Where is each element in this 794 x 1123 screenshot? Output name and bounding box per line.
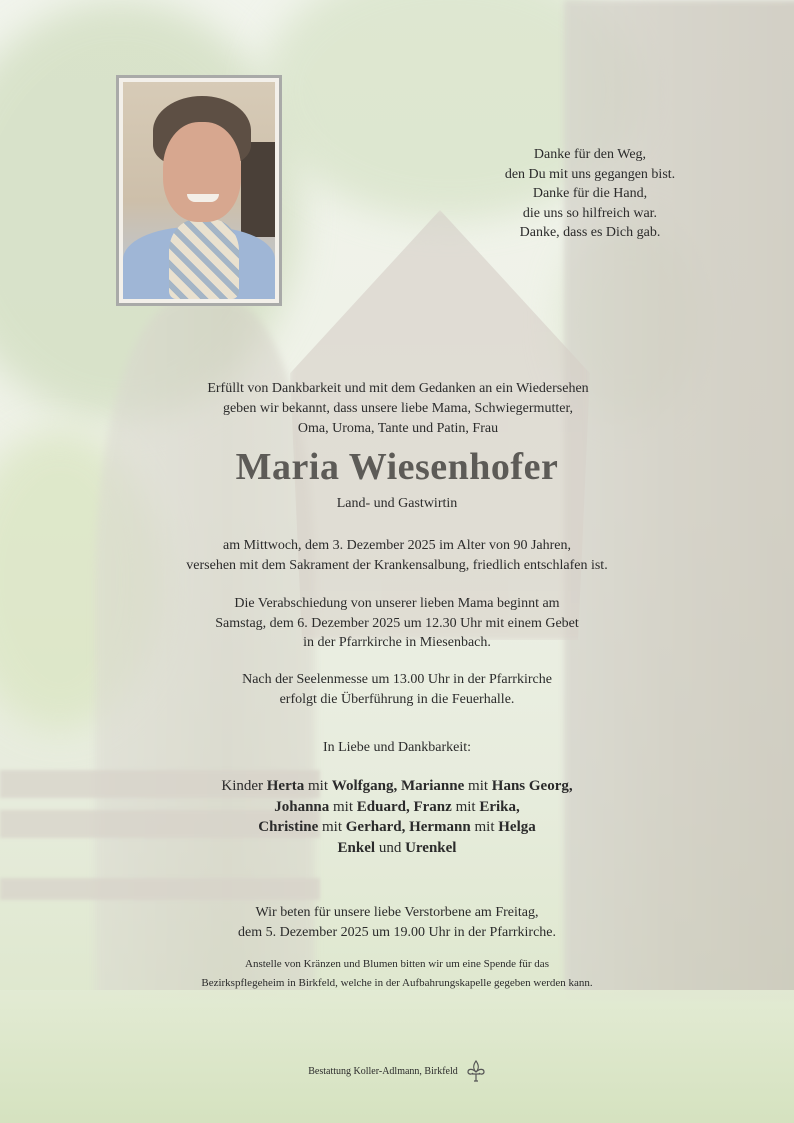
mass-line: erfolgt die Überführung in die Feuerhalle.: [279, 691, 515, 707]
poem-line: Danke für die Hand,: [532, 186, 648, 201]
deceased-name: Maria Wiesenhofer: [235, 446, 559, 488]
funeral-home-name: Bestattung Koller-Adlmann, Birkfeld: [308, 1065, 458, 1077]
memorial-poem: [470, 145, 710, 243]
poem-line: Danke, dass es Dich gab.: [519, 225, 661, 240]
farewell-line: Die Verabschiedung von unserer lieben Mama beginnt am: [234, 596, 560, 611]
poem-line: Danke für den Weg,: [533, 147, 647, 162]
donation-line: Anstelle von Kränzen und Blumen bitten wir um eine Spende für das: [245, 958, 549, 970]
farewell-info: [80, 594, 714, 653]
deceased-occupation: Land- und Gastwirtin: [336, 496, 458, 511]
announcement-intro: [100, 379, 696, 439]
prayer-line: dem 5. Dezember 2025 um 19.00 Uhr in der Pfarrkirche.: [237, 924, 556, 940]
death-notice: [80, 536, 714, 575]
funeral-home-footer: [0, 1060, 794, 1082]
family-list: [80, 776, 714, 858]
family-line: Enkel und Urenkel: [337, 839, 457, 856]
family-line: Christine mit Gerhard, Hermann mit Helga: [258, 819, 536, 835]
intro-line: Erfüllt von Dankbarkeit und mit dem Gedanken an ein Wiedersehen: [207, 381, 589, 396]
family-line: Johanna mit Eduard, Franz mit Erika,: [274, 798, 520, 815]
farewell-line: in der Pfarrkirche in Miesenbach.: [303, 635, 491, 650]
mass-info: [80, 670, 714, 709]
intro-line: Oma, Uroma, Tante und Patin, Frau: [297, 421, 499, 436]
death-line: am Mittwoch, dem 3. Dezember 2025 im Alter von 90 Jahren,: [223, 538, 571, 553]
portrait-photo: [116, 75, 282, 306]
farewell-line: Samstag, dem 6. Dezember 2025 um 12.30 Uhr mit einem Gebet: [215, 615, 579, 631]
family-line: Kinder Herta mit Wolfgang, Marianne mit Hans Georg,: [221, 778, 573, 794]
prayer-info: [80, 903, 714, 942]
fleur-de-lis-icon: [466, 1060, 486, 1082]
intro-line: geben wir bekannt, dass unsere liebe Mama, Schwiegermutter,: [222, 401, 574, 416]
poem-line: den Du mit uns gegangen bist.: [504, 166, 676, 182]
donation-note: [80, 955, 714, 993]
poem-line: die uns so hilfreich war.: [522, 205, 658, 221]
prayer-line: Wir beten für unsere liebe Verstorbene am Freitag,: [255, 905, 539, 920]
death-line: versehen mit dem Sakrament der Krankensalbung, friedlich entschlafen ist.: [186, 557, 608, 573]
mass-line: Nach der Seelenmesse um 13.00 Uhr in der Pfarrkirche: [242, 672, 552, 687]
donation-line: Bezirkspflegeheim in Birkfeld, welche in der Aufbahrungskapelle gegeben werden kann.: [201, 977, 593, 989]
closing-phrase: In Liebe und Dankbarkeit:: [322, 740, 472, 755]
